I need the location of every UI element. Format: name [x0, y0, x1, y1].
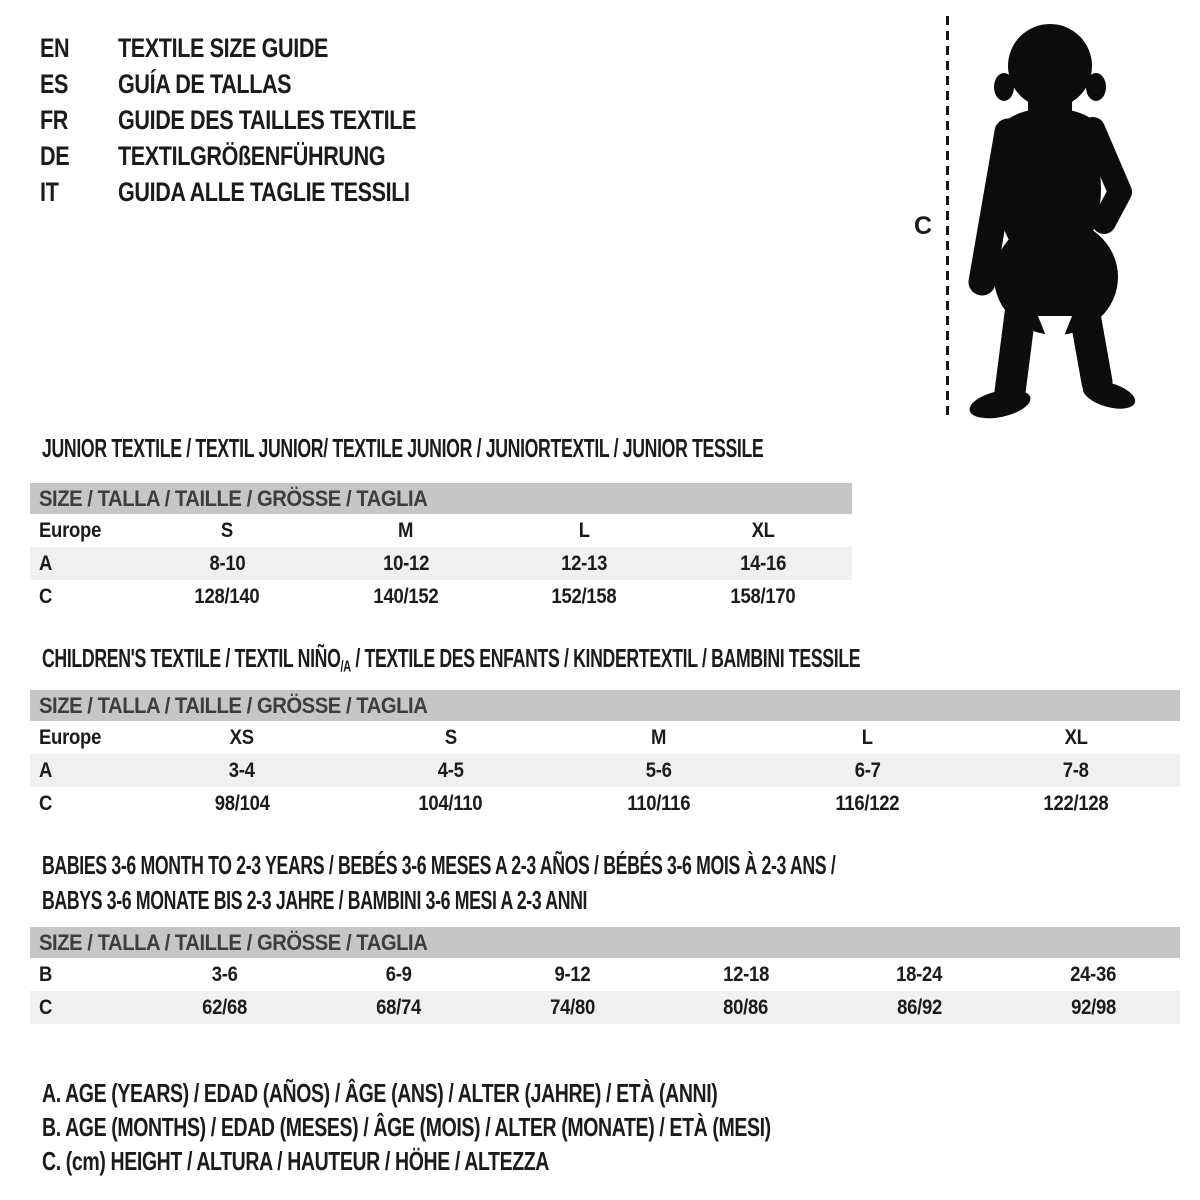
lang-title-it: GUIDA ALLE TAGLIE TESSILI — [118, 176, 410, 207]
table-cell: 6-7 — [854, 758, 881, 782]
table-row — [30, 721, 1180, 754]
table-cell: 86/92 — [897, 995, 942, 1019]
table-cell: 92/98 — [1070, 995, 1116, 1019]
lang-title-es: GUÍA DE TALLAS — [118, 68, 292, 99]
table-cell: 12-13 — [561, 551, 608, 575]
row-label: A — [39, 758, 53, 782]
row-label: C — [39, 791, 53, 815]
row-label: Europe — [39, 725, 102, 749]
legend-row-fr — [40, 102, 491, 138]
table-cell: 14-16 — [739, 551, 786, 575]
table-row — [30, 787, 1180, 820]
lang-title-en: TEXTILE SIZE GUIDE — [118, 32, 329, 63]
table-row — [30, 514, 852, 547]
section-title-junior: JUNIOR TEXTILE / TEXTIL JUNIOR/ TEXTILE JUNIOR / JUNIORTEXTIL / JUNIOR TESSILE — [42, 433, 764, 463]
section-title-children: CHILDREN'S TEXTILE / TEXTIL $NIÑO_{/A}$ / TEXTILE DES ENFANTS / KINDERTEXTIL / BAMBINI TESSILE — [42, 643, 861, 676]
table-cell: 8-10 — [209, 551, 246, 575]
table-cell: 110/116 — [627, 791, 691, 815]
legend-row-it — [40, 174, 491, 210]
legend-row-en — [40, 30, 491, 66]
row-label: B — [39, 962, 53, 986]
table-row — [30, 991, 1180, 1024]
lang-title-fr: GUIDE DES TAILLES TEXTILE — [118, 104, 417, 135]
babies-size-table — [30, 927, 1180, 1024]
table-cell: M — [398, 518, 414, 542]
table-row — [30, 754, 1180, 787]
lang-code-it: IT — [40, 176, 59, 207]
height-measure-dashed-line — [946, 16, 949, 416]
table-cell: M — [651, 725, 667, 749]
table-row — [30, 958, 1180, 991]
lang-code-de: DE — [40, 140, 70, 171]
table-cell: 18-24 — [896, 962, 943, 986]
table-cell: 98/104 — [214, 791, 270, 815]
note-age-months: B. AGE (MONTHS) / EDAD (MESES) / ÂGE (MOIS) / ALTER (MONATE) / ETÀ (MESI) — [42, 1111, 771, 1142]
table-cell: 7-8 — [1062, 758, 1089, 782]
table-cell: 5-6 — [646, 758, 672, 782]
lang-code-en: EN — [40, 32, 70, 63]
table-cell: 3-6 — [211, 962, 238, 986]
toddler-silhouette-icon — [958, 14, 1143, 422]
table-cell: 152/158 — [551, 584, 617, 608]
lang-code-es: ES — [40, 68, 69, 99]
table-cell: 62/68 — [202, 995, 248, 1019]
legend-notes — [42, 1076, 1014, 1178]
row-label: C — [39, 584, 53, 608]
note-age-years: A. AGE (YEARS) / EDAD (AÑOS) / ÂGE (ANS) / ALTER (JAHRE) / ETÀ (ANNI) — [42, 1077, 718, 1108]
table-cell: XS — [230, 725, 255, 749]
table-row — [30, 547, 852, 580]
table-cell: XL — [1064, 725, 1088, 749]
lang-title-de: TEXTILGRÖßENFÜHRUNG — [118, 140, 386, 171]
size-header-band: SIZE / TALLA / TAILLE / GRÖSSE / TAGLIA — [30, 927, 1180, 958]
table-cell: 74/80 — [549, 995, 595, 1019]
section-title-babies: BABIES 3-6 MONTH TO 2-3 YEARS / BEBÉS 3-6 MESES A 2-3 AÑOS / BÉBÉS 3-6 MOIS À 2-3 ANS / BABYS 3-6 MONATE BIS 2-3 JAHRE / BAMBINI 3-6 MESI A 2-3 ANNI — [42, 850, 836, 915]
row-label: C — [39, 995, 53, 1019]
table-cell: 4-5 — [437, 758, 464, 782]
table-cell: 122/128 — [1043, 791, 1109, 815]
table-cell: L — [861, 725, 873, 749]
table-cell: S — [221, 518, 234, 542]
size-header-band: SIZE / TALLA / TAILLE / GRÖSSE / TAGLIA — [30, 690, 1180, 721]
table-cell: 104/110 — [418, 791, 483, 815]
table-cell: 128/140 — [194, 584, 260, 608]
table-cell: L — [578, 518, 590, 542]
table-cell: 10-12 — [382, 551, 429, 575]
table-cell: S — [444, 725, 457, 749]
nino-a-subscript: /A — [340, 657, 351, 676]
table-cell: XL — [751, 518, 775, 542]
lang-code-fr: FR — [40, 104, 68, 135]
table-cell: 80/86 — [723, 995, 769, 1019]
note-height-cm: C. (cm) HEIGHT / ALTURA / HAUTEUR / HÖHE / ALTEZZA — [42, 1145, 550, 1176]
table-cell: 68/74 — [376, 995, 421, 1019]
table-cell: 24-36 — [1070, 962, 1117, 986]
table-cell: 116/122 — [835, 791, 900, 815]
table-cell: 12-18 — [722, 962, 769, 986]
table-cell: 3-4 — [229, 758, 256, 782]
table-cell: 9-12 — [554, 962, 591, 986]
table-row — [30, 580, 852, 613]
table-cell: 6-9 — [385, 962, 412, 986]
table-cell: 140/152 — [373, 584, 439, 608]
table-cell: 158/170 — [730, 584, 796, 608]
legend-row-de — [40, 138, 491, 174]
height-measure-label: C — [914, 212, 933, 240]
size-header-band: SIZE / TALLA / TAILLE / GRÖSSE / TAGLIA — [30, 483, 852, 514]
row-label: Europe — [39, 518, 102, 542]
language-legend — [40, 30, 491, 210]
children-size-table — [30, 690, 1180, 820]
row-label: A — [39, 551, 53, 575]
legend-row-es — [40, 66, 491, 102]
junior-size-table — [30, 483, 852, 613]
